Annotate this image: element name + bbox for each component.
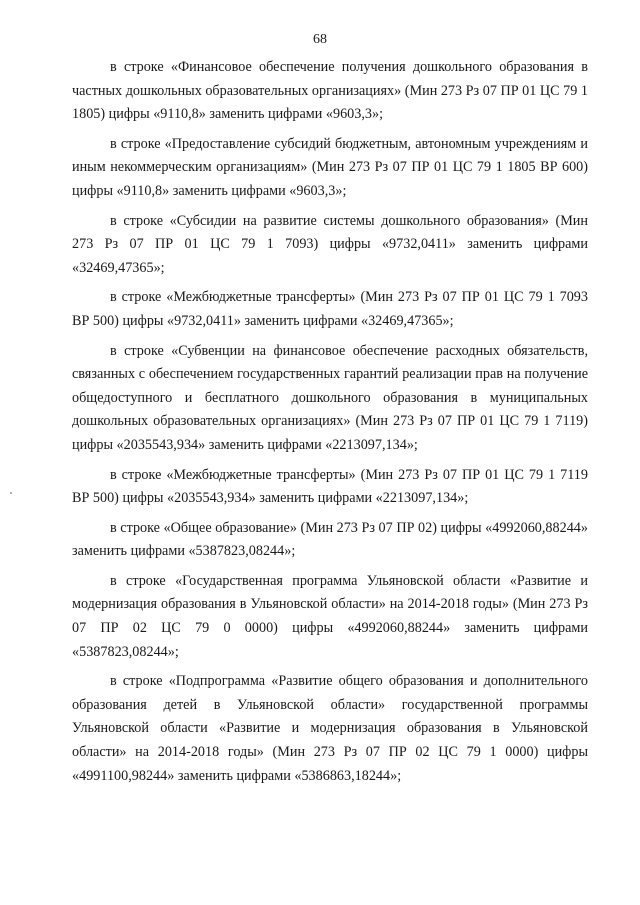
page-number: 68 [313,32,327,47]
paragraph-1: в строке «Финансовое обеспечение получения дошкольного образования в частных дошкольных образовательных организациях» (Мин 273 Рз 07 ПР 01 ЦС 79 1 1805) цифры «9110,8» заменить цифрами «9603,3»; [72,59,588,123]
paragraph-4: в строке «Межбюджетные трансферты» (Мин 273 Рз 07 ПР 01 ЦС 79 1 7093 ВР 500) цифры «9732,0411» заменить цифрами «32469,47365»; [72,289,588,329]
paragraph-7: в строке «Общее образование» (Мин 273 Рз 07 ПР 02) цифры «4992060,88244» заменить цифрами «5387823,08244»; [72,519,588,560]
paragraph-9: в строке «Подпрограмма «Развитие общего образования и дополнительного образования детей в Ульяновской области» государственной программы Ульяновской области «Развитие и модернизация образования в Ульяновской области» на 2014-2018 годы» (Мин 273 Рз 07 ПР 02 ЦС 79 1 0000) цифры «4991100,98244» заменить цифрами «5386863,18244»; [72,673,588,784]
paragraph-5: в строке «Субвенции на финансовое обеспечение расходных обязательств, связанных с обеспечением государственных гарантий реализации прав на получение общедоступного и бесплатного дошкольного образования в муниципальных дошкольных образовательных организациях» (Мин 273 Рз 07 ПР 01 ЦС 79 1 7119) цифры «2035543,934» заменить цифрами «2213097,134»; [72,342,588,453]
document-body [72,56,588,794]
scan-speck [10,492,12,494]
paragraph-3: в строке «Субсидии на развитие системы дошкольного образования» (Мин 273 Рз 07 ПР 01 ЦС 79 1 7093) цифры «9732,0411» заменить цифрами «32469,47365»; [72,212,588,276]
paragraph-8: в строке «Государственная программа Ульяновской области «Развитие и модернизация образования в Ульяновской области» на 2014-2018 годы» (Мин 273 Рз 07 ПР 02 ЦС 79 0 0000) цифры «4992060,88244» заменить цифрами «5387823,08244»; [72,572,588,660]
paragraph-6: в строке «Межбюджетные трансферты» (Мин 273 Рз 07 ПР 01 ЦС 79 1 7119 ВР 500) цифры «2035543,934» заменить цифрами «2213097,134»; [72,466,588,507]
paragraph-2: в строке «Предоставление субсидий бюджетным, автономным учреждениям и иным некоммерческим организациям» (Мин 273 Рз 07 ПР 01 ЦС 79 1 1805 ВР 600) цифры «9110,8» заменить цифрами «9603,3»; [72,135,588,199]
